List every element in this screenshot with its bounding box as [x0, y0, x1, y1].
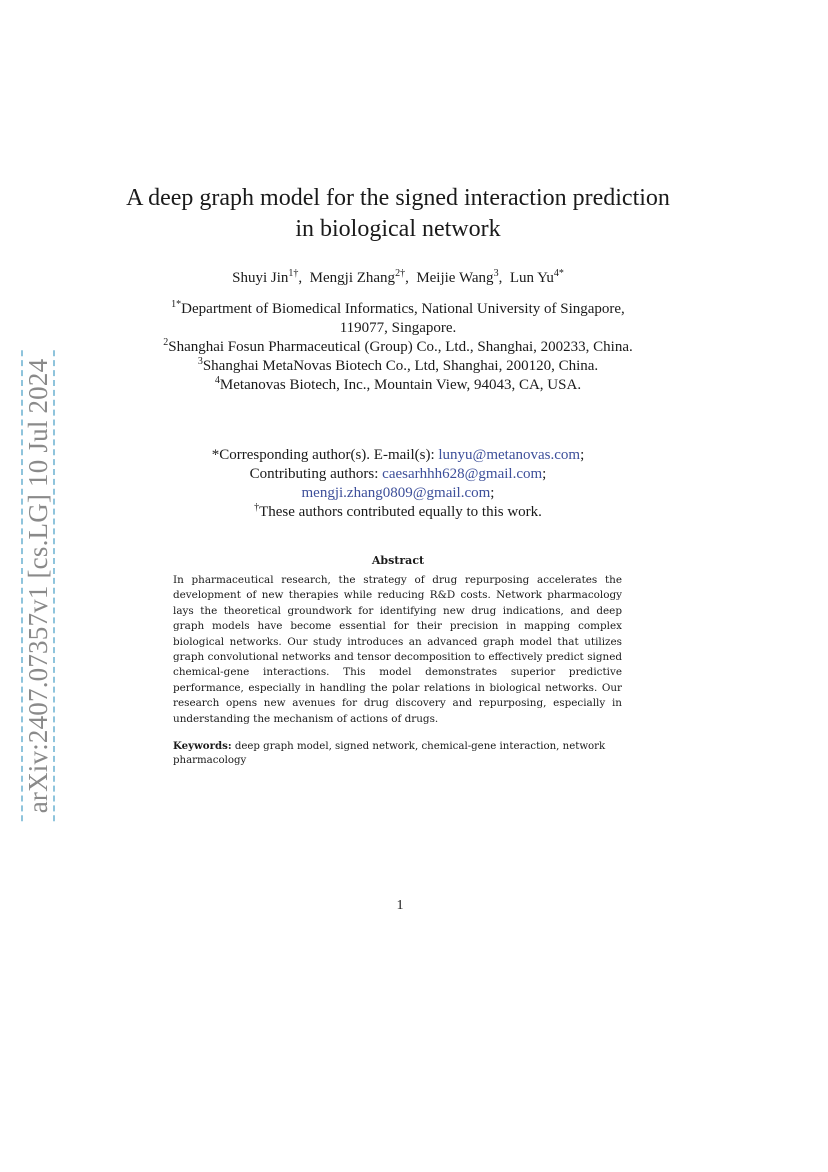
contributing-line-2: mengji.zhang0809@gmail.com; [301, 485, 495, 501]
affiliation-mark: 3 [197, 356, 203, 367]
abstract-text: In pharmaceutical research, the strategy of drug repurposing accelerates the development of new therapies while reducing R&D costs. Network pharmacology lays the theoretical groundwork for identifying new drug indications, and deep graph models have become essential for their precision in mapping complex biological networks. Our study introduces an advanced graph model that utilizes graph convolutional networks and tensor decomposition to effectively predict signed chemical-gene interactions. This model demonstrates superior predictive performance, especially in handling the polar relations in biological networks. Our research opens new avenues for drug discovery and repurposing, especially in understanding the mechanism of actions of drugs. [173, 574, 622, 725]
corresponding-line: *Corresponding author(s). E-mail(s): lunyu@metanovas.com; [211, 447, 585, 463]
affiliation-list [150, 300, 646, 395]
affiliation-text: Metanovas Biotech, Inc., Mountain View, 94043, CA, USA. [219, 377, 582, 393]
affiliation-mark: 4 [214, 375, 220, 386]
contributing-line: Contributing authors: caesarhhh628@gmail.com; [249, 466, 547, 482]
author-list: Shuyi Jin$^{1\dagger}$, Mengji Zhang$^{2\dagger}$, Meijie Wang$^3$, Lun $Yu^{4*}$ [232, 268, 564, 286]
author-name: Shuyi Jin [232, 270, 289, 286]
dagger-mark: † [254, 502, 260, 513]
affiliation-text: Shanghai Fosun Pharmaceutical (Group) Co., Ltd., Shanghai, 200233, China. [168, 339, 633, 355]
author-marks: 1† [288, 268, 299, 279]
equal-contribution-note [150, 503, 646, 522]
author-name: Mengji Zhang [309, 270, 396, 286]
contributing-label: Contributing authors: [249, 466, 379, 482]
paper-title: A deep graph model for the signed interaction prediction in biological network [126, 185, 670, 242]
affiliation [150, 357, 646, 376]
affiliation [150, 376, 646, 395]
page-number: 1 [396, 898, 404, 913]
affiliation [150, 338, 646, 357]
contributing-email-link-1[interactable]: caesarhhh628@gmail.com [382, 466, 543, 482]
author-marks: 3 [493, 268, 499, 279]
corresponding-label: *Corresponding author(s). E-mail(s): [211, 447, 435, 463]
affiliation-text: Department of Biomedical Informatics, National University of Singapore, 119077, Singapore. [181, 301, 625, 336]
corresponding-email-link[interactable]: lunyu@metanovas.com [438, 447, 581, 463]
affiliation-mark: 1* [171, 299, 182, 310]
arxiv-identifier-stamp: arXiv:2407.07357v1 [cs.LG] 10 Jul 2024 [21, 351, 55, 822]
keywords-text: deep graph model, signed network, chemical-gene interaction, network pharmacology [173, 741, 606, 766]
correspondence-block [150, 446, 646, 522]
author-name: Meijie Wang [416, 270, 494, 286]
contributing-email-link-2[interactable]: mengji.zhang0809@gmail.com [301, 485, 491, 501]
affiliation-text: Shanghai MetaNovas Biotech Co., Ltd, Shanghai, 200120, China. [202, 358, 599, 374]
affiliation-mark: 2 [163, 337, 169, 348]
author-name: Lun Yu [509, 270, 554, 286]
keywords-label: Keywords: [173, 740, 232, 752]
author-marks: 2† [395, 268, 406, 279]
affiliation [150, 300, 646, 338]
abstract-heading: Abstract [371, 554, 425, 567]
author-marks: 4* [553, 268, 564, 279]
keywords-block [173, 740, 622, 767]
equal-contribution-text: These authors contributed equally to this work. [259, 504, 542, 520]
